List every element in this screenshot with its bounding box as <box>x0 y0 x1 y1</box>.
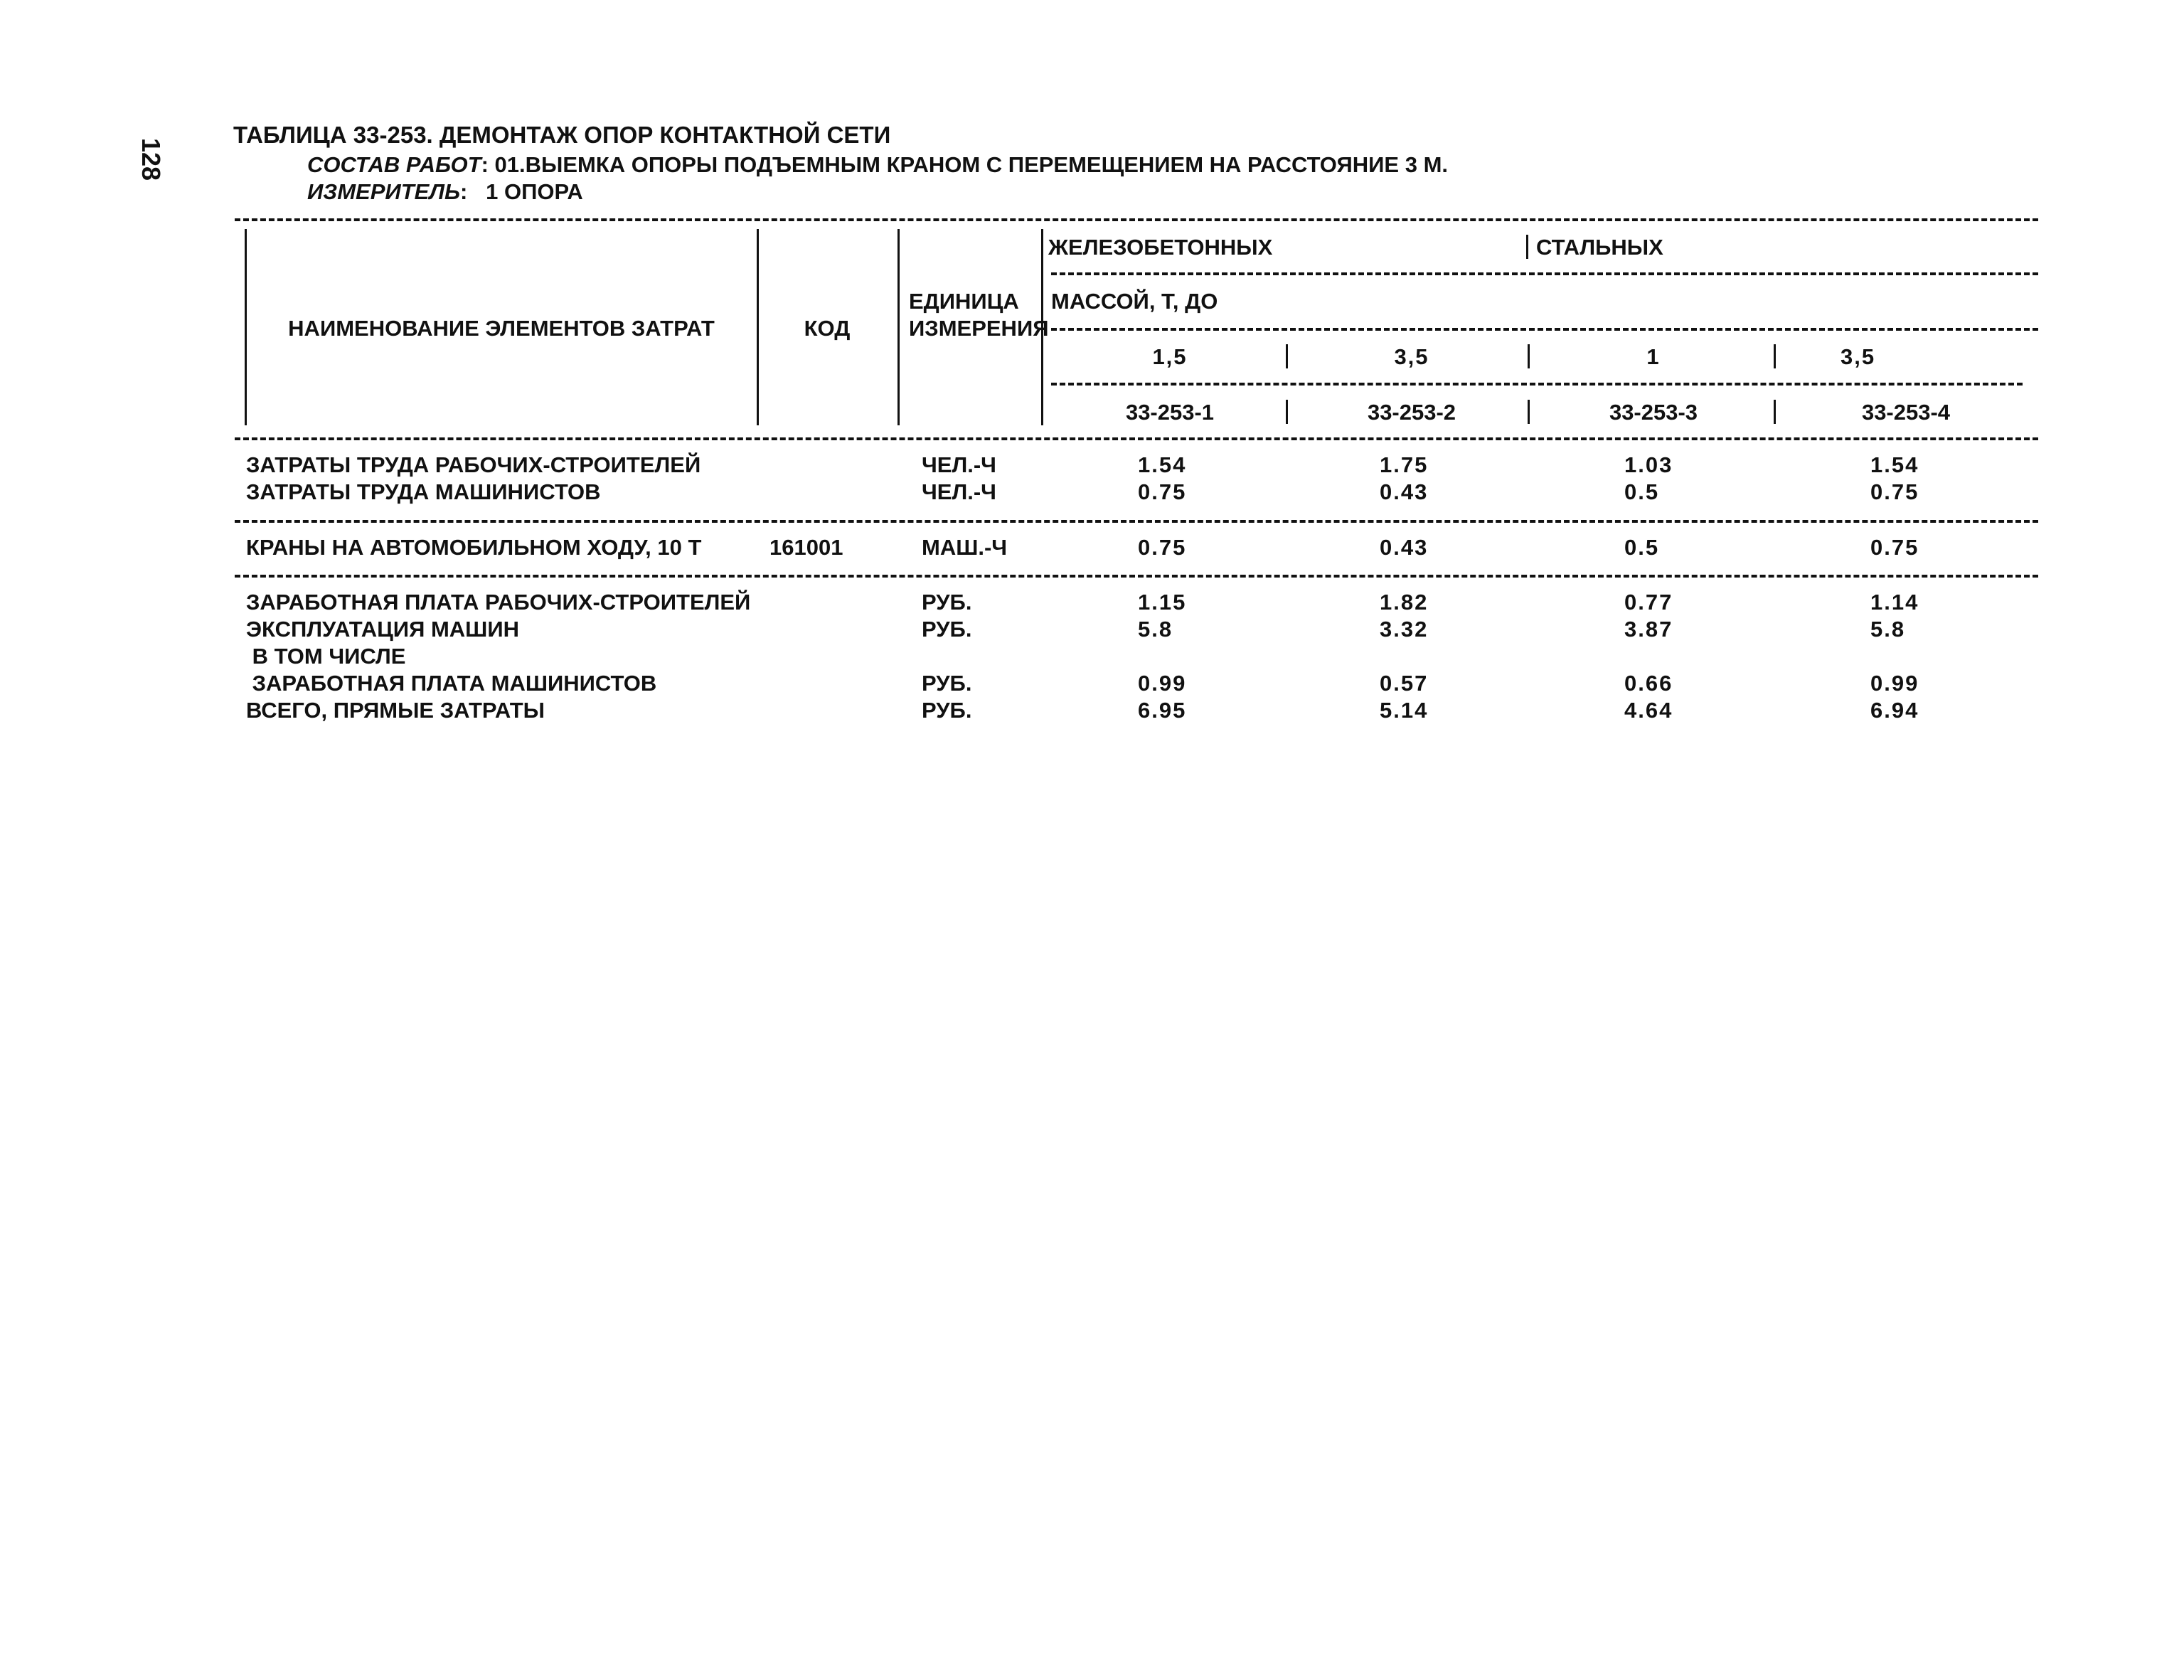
row-value: 4.64 <box>1624 698 1673 723</box>
header-group-steel: СТАЛЬНЫХ <box>1536 235 1663 260</box>
row-value: 0.75 <box>1870 535 1919 560</box>
row-value: 5.14 <box>1380 698 1429 723</box>
row-name: ЗАРАБОТНАЯ ПЛАТА МАШИНИСТОВ <box>246 671 657 696</box>
header-code-col: КОД <box>804 316 851 341</box>
row-unit: РУБ. <box>922 590 972 615</box>
norm-code: 33-253-2 <box>1367 400 1456 425</box>
norm-code: 33-253-4 <box>1861 400 1951 425</box>
header-unit-line2: ИЗМЕРЕНИЯ <box>909 316 1049 341</box>
norm-code: 33-253-1 <box>1125 400 1215 425</box>
row-value: 1.15 <box>1138 590 1187 615</box>
header-border-name-code <box>757 229 759 425</box>
row-unit: ЧЕЛ.-Ч <box>922 479 996 504</box>
row-name: ЗАРАБОТНАЯ ПЛАТА РАБОЧИХ-СТРОИТЕЛЕЙ <box>246 590 751 615</box>
row-value: 1.75 <box>1380 452 1429 477</box>
row-value: 1.54 <box>1870 452 1919 477</box>
row-value: 5.8 <box>1138 617 1173 642</box>
row-value: 0.5 <box>1624 479 1660 504</box>
row-value: 3.87 <box>1624 617 1673 642</box>
header-group-concrete: ЖЕЛЕЗОБЕТОННЫХ <box>1048 235 1273 260</box>
work-composition-label: СОСТАВ РАБОТ <box>307 152 481 177</box>
row-value: 0.75 <box>1870 479 1919 504</box>
row-value: 0.75 <box>1138 479 1187 504</box>
header-mass-label: МАССОЙ, Т, ДО <box>1051 289 1218 314</box>
header-rule-1 <box>1051 272 2038 275</box>
work-composition <box>307 152 1448 178</box>
table-title: ТАБЛИЦА 33-253. ДЕМОНТАЖ ОПОР КОНТАКТНОЙ СЕТИ <box>233 122 891 148</box>
row-value: 0.43 <box>1380 479 1429 504</box>
row-value: 3.32 <box>1380 617 1429 642</box>
row-value: 0.99 <box>1138 671 1187 696</box>
row-value: 0.75 <box>1138 535 1187 560</box>
table-top-rule <box>235 218 2038 221</box>
row-value: 1.03 <box>1624 452 1673 477</box>
row-value: 0.5 <box>1624 535 1660 560</box>
measure-label: ИЗМЕРИТЕЛЬ <box>307 179 460 204</box>
row-value: 5.8 <box>1870 617 1906 642</box>
header-border-groups <box>1526 235 1528 259</box>
row-value: 6.95 <box>1138 698 1187 723</box>
measure-text: : 1 ОПОРА <box>459 179 583 204</box>
code-sep-2 <box>1528 400 1530 424</box>
row-name: ЭКСПЛУАТАЦИЯ МАШИН <box>246 617 520 642</box>
section-rule-2 <box>235 575 2038 578</box>
row-name: В ТОМ ЧИСЛЕ <box>246 644 406 669</box>
measure-unit <box>307 179 583 205</box>
row-value: 6.94 <box>1870 698 1919 723</box>
norm-code: 33-253-3 <box>1609 400 1698 425</box>
row-name: ВСЕГО, ПРЯМЫЕ ЗАТРАТЫ <box>246 698 545 723</box>
row-name: ЗАТРАТЫ ТРУДА РАБОЧИХ-СТРОИТЕЛЕЙ <box>246 452 701 477</box>
header-border-left <box>245 229 247 425</box>
row-value: 1.14 <box>1870 590 1919 615</box>
row-value: 0.66 <box>1624 671 1673 696</box>
row-value: 1.54 <box>1138 452 1187 477</box>
header-border-code-unit <box>897 229 900 425</box>
section-rule-1 <box>235 520 2038 523</box>
header-rule-2 <box>1051 328 2038 331</box>
row-value: 0.99 <box>1870 671 1919 696</box>
row-unit: ЧЕЛ.-Ч <box>922 452 996 477</box>
row-code: 161001 <box>769 535 843 560</box>
row-unit: РУБ. <box>922 671 972 696</box>
header-bottom-rule <box>235 437 2038 440</box>
header-rule-3 <box>1051 383 2023 386</box>
page-number: 128 <box>137 137 166 181</box>
row-value: 0.77 <box>1624 590 1673 615</box>
mass-sep-2 <box>1528 344 1530 368</box>
row-value: 0.43 <box>1380 535 1429 560</box>
work-composition-text: : 01.ВЫЕМКА ОПОРЫ ПОДЪЕМНЫМ КРАНОМ С ПЕРЕМЕЩЕНИЕМ НА РАССТОЯНИЕ 3 М. <box>481 152 1449 177</box>
mass-value: 1,5 <box>1152 344 1188 369</box>
code-sep-1 <box>1286 400 1288 424</box>
row-unit: РУБ. <box>922 698 972 723</box>
mass-sep-1 <box>1286 344 1288 368</box>
row-name: ЗАТРАТЫ ТРУДА МАШИНИСТОВ <box>246 479 601 504</box>
row-name: КРАНЫ НА АВТОМОБИЛЬНОМ ХОДУ, 10 Т <box>246 535 702 560</box>
code-sep-3 <box>1774 400 1776 424</box>
header-name-col: НАИМЕНОВАНИЕ ЭЛЕМЕНТОВ ЗАТРАТ <box>288 316 715 341</box>
mass-sep-3 <box>1774 344 1776 368</box>
mass-value: 3,5 <box>1841 344 1876 369</box>
row-value: 1.82 <box>1380 590 1429 615</box>
header-unit-line1: ЕДИНИЦА <box>909 289 1019 314</box>
row-unit: МАШ.-Ч <box>922 535 1008 560</box>
row-unit: РУБ. <box>922 617 972 642</box>
mass-value: 1 <box>1646 344 1661 369</box>
mass-value: 3,5 <box>1394 344 1429 369</box>
row-value: 0.57 <box>1380 671 1429 696</box>
